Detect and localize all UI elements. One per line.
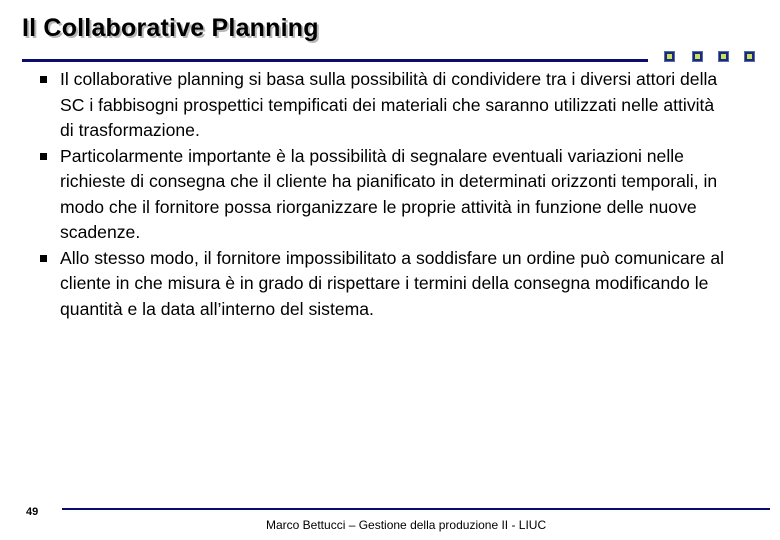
footer-divider — [62, 508, 770, 510]
bullet-text: Particolarmente importante è la possibilità di segnalare eventuali variazioni nelle richieste di consegna che il cliente ha pianificato in determinati orizzonti temporali, in modo che il fornitore possa riorganizzare le proprie attività in funzione delle nuove scadenze. — [60, 145, 718, 242]
square-bullet-icon — [40, 255, 47, 262]
page-number: 49 — [26, 506, 39, 518]
decorative-square-icon — [718, 51, 729, 62]
decorative-square-icon — [744, 51, 755, 62]
bullet-item — [38, 144, 728, 246]
bullet-list — [38, 67, 728, 322]
bullet-text: Allo stesso modo, il fornitore impossibilitato a soddisfare un ordine può comunicare al cliente in che misura è in grado di rispettare i termini della consegna modificando le quantità e la data all’interno del sistema. — [60, 247, 725, 319]
decorative-square-icon — [664, 51, 675, 62]
bullet-item — [38, 67, 728, 144]
bullet-text: Il collaborative planning si basa sulla possibilità di condividere tra i diversi attori della SC i fabbisogni prospettici tempificati dei materiali che saranno utilizzati nelle attività di trasformazione. — [60, 69, 718, 140]
slide-title: Il Collaborative Planning — [22, 14, 319, 42]
title-divider — [22, 59, 648, 62]
square-bullet-icon — [40, 76, 47, 83]
decorative-square-icon — [692, 51, 703, 62]
square-bullet-icon — [40, 153, 47, 160]
footer-credit: Marco Bettucci – Gestione della produzione II - LIUC — [266, 518, 547, 532]
bullet-item — [38, 246, 728, 323]
